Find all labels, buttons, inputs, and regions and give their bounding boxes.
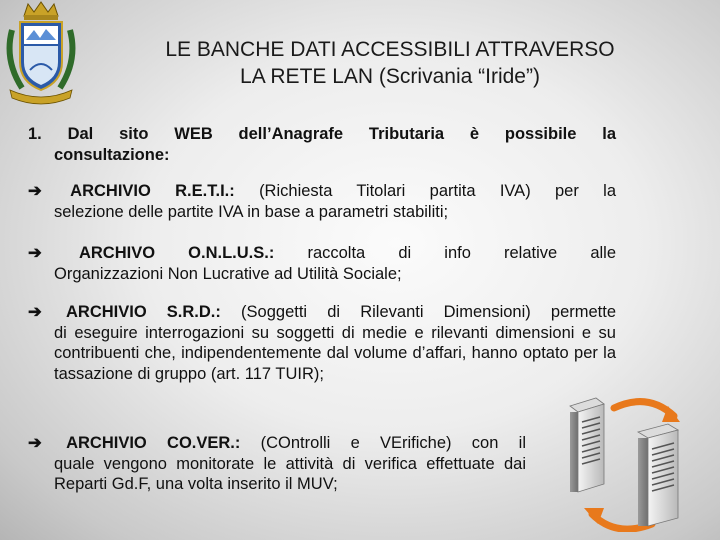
list-item-srd — [28, 302, 616, 384]
item-text-line1: (Richiesta Titolari partita IVA) per la — [259, 182, 617, 200]
item-text-line1: raccolta di info relative alle — [307, 244, 617, 262]
intro-text-rest: consultazione: — [54, 145, 170, 164]
item-text-rest: quale vengono monitorate le attività di verifica effettuate dai Reparti Gd.F, una volta inserito il MUV; — [54, 454, 526, 493]
item-text-rest: di eseguire interrogazioni su soggetti di medie e rilevanti dimensioni e su contribuenti che, indipendentemente dal volume d’affari, hanno optato per la tassazione di gruppo (art. 117 TUIR); — [54, 323, 616, 383]
server-left-icon — [570, 398, 604, 492]
arrow-right-icon: ➔ — [28, 434, 42, 452]
title-line-2: LA RETE LAN (Scrivania “Iride”) — [240, 65, 540, 88]
crest-emblem-icon — [4, 0, 78, 106]
servers-icon — [556, 392, 706, 532]
arrow-right-icon: ➔ — [28, 244, 42, 262]
item-text-line1: (COntrolli e VErifiche) con il — [260, 434, 526, 452]
item-text-rest: Organizzazioni Non Lucrative ad Utilità Sociale; — [54, 264, 402, 283]
item-label: ARCHIVO O.N.L.U.S.: — [78, 244, 275, 262]
item-label: ARCHIVIO S.R.D.: — [65, 303, 221, 321]
server-right-icon — [638, 424, 678, 526]
title-line-1: LE BANCHE DATI ACCESSIBILI ATTRAVERSO — [165, 38, 615, 61]
list-item-intro — [28, 124, 616, 165]
list-item-onlus — [28, 243, 616, 284]
list-number: 1. — [28, 125, 42, 143]
item-text-line1: (Soggetti di Rilevanti Dimensioni) permette — [241, 303, 617, 321]
arrow-right-icon: ➔ — [28, 303, 42, 321]
arrow-right-icon: ➔ — [28, 182, 42, 200]
list-item-cover — [28, 433, 526, 495]
list-item-reti — [28, 181, 616, 222]
item-label: ARCHIVIO CO.VER.: — [66, 434, 241, 452]
item-text-rest: selezione delle partite IVA in base a parametri stabiliti; — [54, 202, 449, 221]
page-title — [90, 36, 690, 90]
intro-text-line1: Dal sito WEB dell’Anagrafe Tributaria è possibile la — [67, 125, 616, 143]
item-label: ARCHIVIO R.E.T.I.: — [70, 182, 235, 200]
sync-arrow-top-icon — [614, 402, 674, 416]
